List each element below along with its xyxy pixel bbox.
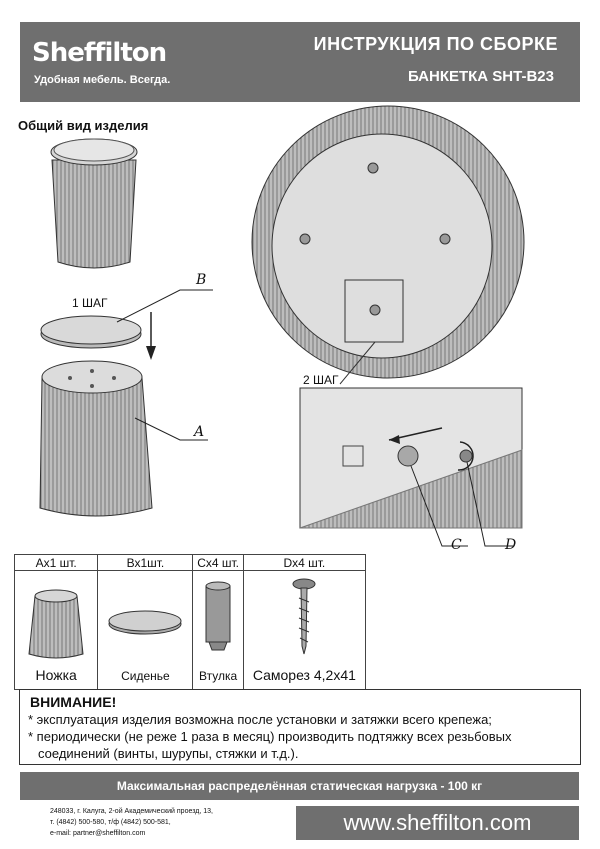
part-d-name: Саморез 4,2х41 [252, 667, 356, 683]
warning-line-1: * эксплуатация изделия возможна после установки и затяжки всего крепежа; [28, 712, 492, 727]
part-c-cell [193, 571, 243, 690]
leg-part-image [21, 586, 91, 662]
part-c-header: Сх4 шт. [193, 555, 243, 571]
part-d-cell [243, 571, 365, 690]
product-title: БАНКЕТКА SHT-B23 [407, 68, 554, 85]
warning-box [19, 689, 581, 765]
max-load-banner: Максимальная распределённая статическая нагрузка - 100 кг [20, 772, 579, 800]
page-title: ИНСТРУКЦИЯ ПО СБОРКЕ [313, 34, 558, 54]
warning-line-3: соединений (винты, шурупы, стяжки и т.д.). [38, 746, 299, 761]
part-a-cell [15, 571, 98, 690]
bottom-view-image [252, 106, 524, 378]
part-b-cell [98, 571, 193, 690]
seat-part-image [105, 602, 185, 642]
callout-d: D [505, 537, 517, 553]
leg-image [40, 361, 152, 516]
warning-line-2: * периодически (не реже 1 раза в месяц) производить подтяжку всех резьбовых [28, 729, 512, 744]
email-line: e-mail: partner@sheffilton.com [50, 830, 146, 837]
step1-label: 1 ШАГ [72, 296, 108, 310]
screw-part-image [284, 576, 324, 656]
part-b-header: Вх1шт. [98, 555, 193, 571]
assembled-stool-image [51, 139, 137, 268]
parts-table [14, 554, 366, 690]
brand-logo: Sheffilton [32, 38, 167, 68]
part-a-name: Ножка [35, 667, 77, 683]
callout-a: A [194, 424, 205, 440]
website-banner: www.sheffilton.com [296, 806, 579, 840]
phone-line: т. (4842) 500-580, т/ф (4842) 500-581, [50, 819, 171, 826]
seat-disc-image [41, 316, 141, 348]
warning-title: ВНИМАНИЕ! [30, 694, 117, 710]
part-d-header: Dx4 шт. [243, 555, 365, 571]
part-a-header: Ах1 шт. [15, 555, 98, 571]
part-c-name: Втулка [199, 669, 238, 683]
address-line: 248033, г. Калуга, 2-ой Академический проезд, 13, [50, 808, 213, 815]
callout-b: B [196, 272, 207, 288]
callout-c: C [451, 537, 462, 553]
arrow-down-icon [146, 312, 156, 360]
general-view-heading: Общий вид изделия [18, 118, 149, 133]
step2-detail-image [300, 388, 522, 528]
step2-label: 2 ШАГ [303, 373, 339, 387]
brand-tagline: Удобная мебель. Всегда. [34, 74, 171, 86]
sleeve-part-image [198, 580, 238, 652]
part-b-name: Сиденье [121, 669, 170, 683]
